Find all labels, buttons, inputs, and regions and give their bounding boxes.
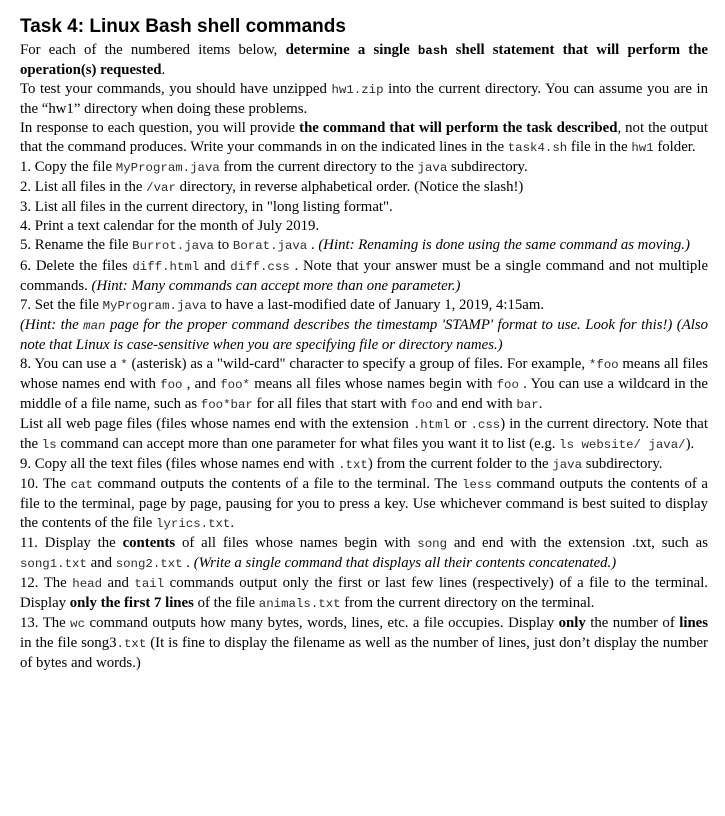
list-item-12: 12. The head and tail commands output only the first or last few lines (respectively) of a file to the terminal. Display only the first 7 lines of the file animals.txt from the current directory on the terminal. [20, 575, 709, 612]
page-title: Task 4: Linux Bash shell commands [20, 16, 346, 37]
list-item-13: 13. The wc command outputs how many bytes, words, lines, etc. a file occupies. Display only the number of lines in the file song3.txt (It is fine to display the filename as well as the number of lines, just don’t display the number of bytes and words.) [20, 615, 708, 672]
list-item-9: 9. Copy all the text files (files whose names end with .txt) from the current folder to the java subdirectory. [20, 455, 663, 472]
assignment-document [20, 14, 708, 674]
list-item-1: 1. Copy the file MyProgram.java from the current directory to the java subdirectory. [20, 159, 528, 176]
list-item-7: 7. Set the file MyProgram.java to have a last-modified date of January 1, 2019, 4:15am. [20, 296, 545, 313]
list-item-3: 3. List all files in the current directory, in "long listing format". [20, 199, 393, 216]
intro-paragraph-2: To test your commands, you should have unzipped hw1.zip into the current directory. You can assume you are in the “hw1” directory when doing these problems. [20, 81, 708, 118]
list-item-2: 2. List all files in the /var directory, in reverse alphabetical order. (Notice the slash!) [20, 179, 524, 196]
list-item-5: 5. Rename the file Burrot.java to Borat.java . (Hint: Renaming is done using the same command as moving.) [20, 237, 690, 254]
intro-paragraph-1: For each of the numbered items below, determine a single bash shell statement that will perform the operation(s) requested. [20, 42, 709, 79]
list-item-10: 10. The cat command outputs the contents of a file to the terminal. The less command outputs the contents of a file to the terminal, page by page, pausing for you to press a key. Use whichever command is best suited to display the contents of the file lyrics.txt. [20, 476, 709, 532]
list-item-11: 11. Display the contents of all files whose names begin with song and end with the extension .txt, such as song1.txt and song2.txt . (Write a single command that displays all their contents concatenated.) [20, 535, 708, 572]
list-item-6: 6. Delete the files diff.html and diff.css . Note that your answer must be a single command and not multiple commands. (Hint: Many commands can accept more than one parameter.) [20, 257, 709, 294]
list-item-8: 8. You can use a * (asterisk) as a "wild-card" character to specify a group of files. For example, *foo means all files whose names end with foo , and foo* means all files whose names begin with foo . You can use a wildcard in the middle of a file name, such as foo*bar for all files that start with foo and end with bar. [20, 355, 708, 412]
list-item-4: 4. Print a text calendar for the month of July 2019. [20, 218, 320, 235]
intro-paragraph-3: In response to each question, you will provide the command that will perform the task described, not the output that the command produces. Write your commands in on the indicated lines in the task4.sh file in the hw1 folder. [20, 120, 708, 156]
list-item-7-hint: (Hint: the man page for the proper command describes the timestamp 'STAMP' format to use. Look for this!) (Also note that Linux is case-sensitive when you are specifying file or directory names.) [20, 316, 709, 353]
list-item-8-task: List all web page files (files whose names end with the extension .html or .css) in the current directory. Note that the ls command can accept more than one parameter for what files you want it to list (e.g. ls website/ java/). [20, 415, 708, 452]
